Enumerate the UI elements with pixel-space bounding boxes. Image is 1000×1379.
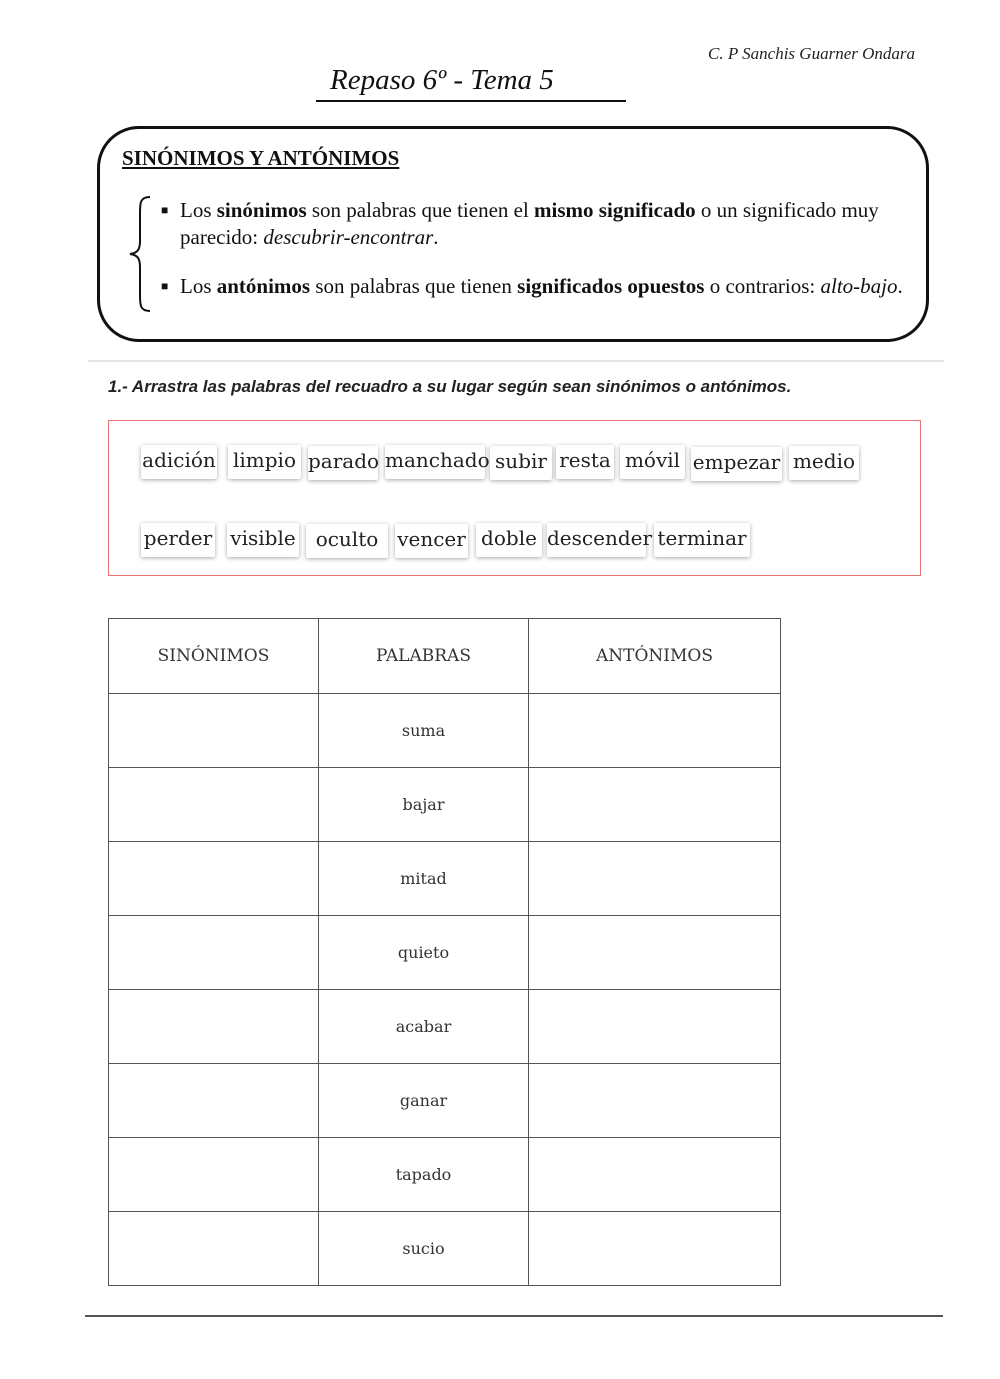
word-cell: ganar bbox=[319, 1064, 529, 1138]
word-tile[interactable]: móvil bbox=[620, 445, 685, 479]
footer-divider bbox=[85, 1315, 943, 1317]
divider bbox=[88, 360, 944, 362]
table-row bbox=[109, 990, 781, 1064]
word-tile[interactable]: medio bbox=[789, 446, 859, 480]
theory-heading: SINÓNIMOS Y ANTÓNIMOS bbox=[122, 146, 400, 170]
synonym-drop-zone[interactable] bbox=[109, 1138, 319, 1212]
word-cell: tapado bbox=[319, 1138, 529, 1212]
header-antonyms: ANTÓNIMOS bbox=[529, 619, 781, 694]
synonym-drop-zone[interactable] bbox=[109, 768, 319, 842]
synonym-drop-zone[interactable] bbox=[109, 1064, 319, 1138]
word-tile[interactable]: terminar bbox=[654, 523, 750, 557]
antonym-drop-zone[interactable] bbox=[529, 1212, 781, 1286]
synonym-drop-zone[interactable] bbox=[109, 1212, 319, 1286]
antonym-definition: ■ Los antónimos son palabras que tienen significados opuestos o contrarios: alto-bajo. bbox=[161, 274, 903, 298]
table-row bbox=[109, 768, 781, 842]
word-cell: sucio bbox=[319, 1212, 529, 1286]
antonym-drop-zone[interactable] bbox=[529, 990, 781, 1064]
word-tile[interactable]: subir bbox=[490, 446, 552, 480]
table-row bbox=[109, 694, 781, 768]
bullet-icon: ■ bbox=[161, 203, 169, 217]
header-words: PALABRAS bbox=[319, 619, 529, 694]
word-tile[interactable]: limpio bbox=[228, 445, 301, 479]
word-cell: quieto bbox=[319, 916, 529, 990]
synonym-drop-zone[interactable] bbox=[109, 694, 319, 768]
word-tile[interactable]: adición bbox=[141, 445, 217, 479]
exercise-instruction: 1.- Arrastra las palabras del recuadro a su lugar según sean sinónimos o antónimos. bbox=[108, 377, 792, 396]
word-tile[interactable]: perder bbox=[141, 523, 215, 557]
antonym-drop-zone[interactable] bbox=[529, 1064, 781, 1138]
antonym-drop-zone[interactable] bbox=[529, 916, 781, 990]
table-row bbox=[109, 1138, 781, 1212]
word-tile[interactable]: descender bbox=[547, 523, 646, 557]
antonym-drop-zone[interactable] bbox=[529, 694, 781, 768]
word-tile[interactable]: vencer bbox=[395, 524, 468, 558]
word-tile[interactable]: resta bbox=[556, 445, 614, 479]
antonym-drop-zone[interactable] bbox=[529, 768, 781, 842]
curly-brace-icon bbox=[126, 193, 154, 315]
table-header-row bbox=[109, 619, 781, 694]
antonym-drop-zone[interactable] bbox=[529, 1138, 781, 1212]
table-row bbox=[109, 842, 781, 916]
word-tile[interactable]: doble bbox=[476, 523, 542, 557]
antonym-drop-zone[interactable] bbox=[529, 842, 781, 916]
synonym-definition: ■ Los sinónimos son palabras que tienen el mismo significado o un significado muy parecido: descubrir-encontrar. bbox=[161, 198, 879, 249]
word-tile[interactable]: parado bbox=[308, 446, 378, 480]
table-row bbox=[109, 1212, 781, 1286]
word-cell: mitad bbox=[319, 842, 529, 916]
bullet-icon: ■ bbox=[161, 279, 169, 293]
page-title: Repaso 6º - Tema 5 bbox=[316, 62, 626, 102]
word-tile[interactable]: visible bbox=[227, 523, 299, 557]
word-tile[interactable]: manchado bbox=[385, 445, 485, 479]
theory-box bbox=[97, 126, 929, 342]
school-name: C. P Sanchis Guarner Ondara bbox=[708, 44, 915, 63]
header-synonyms: SINÓNIMOS bbox=[109, 619, 319, 694]
answer-table bbox=[108, 618, 781, 1286]
synonym-drop-zone[interactable] bbox=[109, 842, 319, 916]
word-cell: acabar bbox=[319, 990, 529, 1064]
table-row bbox=[109, 1064, 781, 1138]
word-tile[interactable]: oculto bbox=[306, 524, 388, 558]
word-bank bbox=[108, 420, 921, 576]
table-row bbox=[109, 916, 781, 990]
word-tile[interactable]: empezar bbox=[691, 447, 782, 481]
synonym-drop-zone[interactable] bbox=[109, 990, 319, 1064]
word-cell: suma bbox=[319, 694, 529, 768]
synonym-drop-zone[interactable] bbox=[109, 916, 319, 990]
word-cell: bajar bbox=[319, 768, 529, 842]
